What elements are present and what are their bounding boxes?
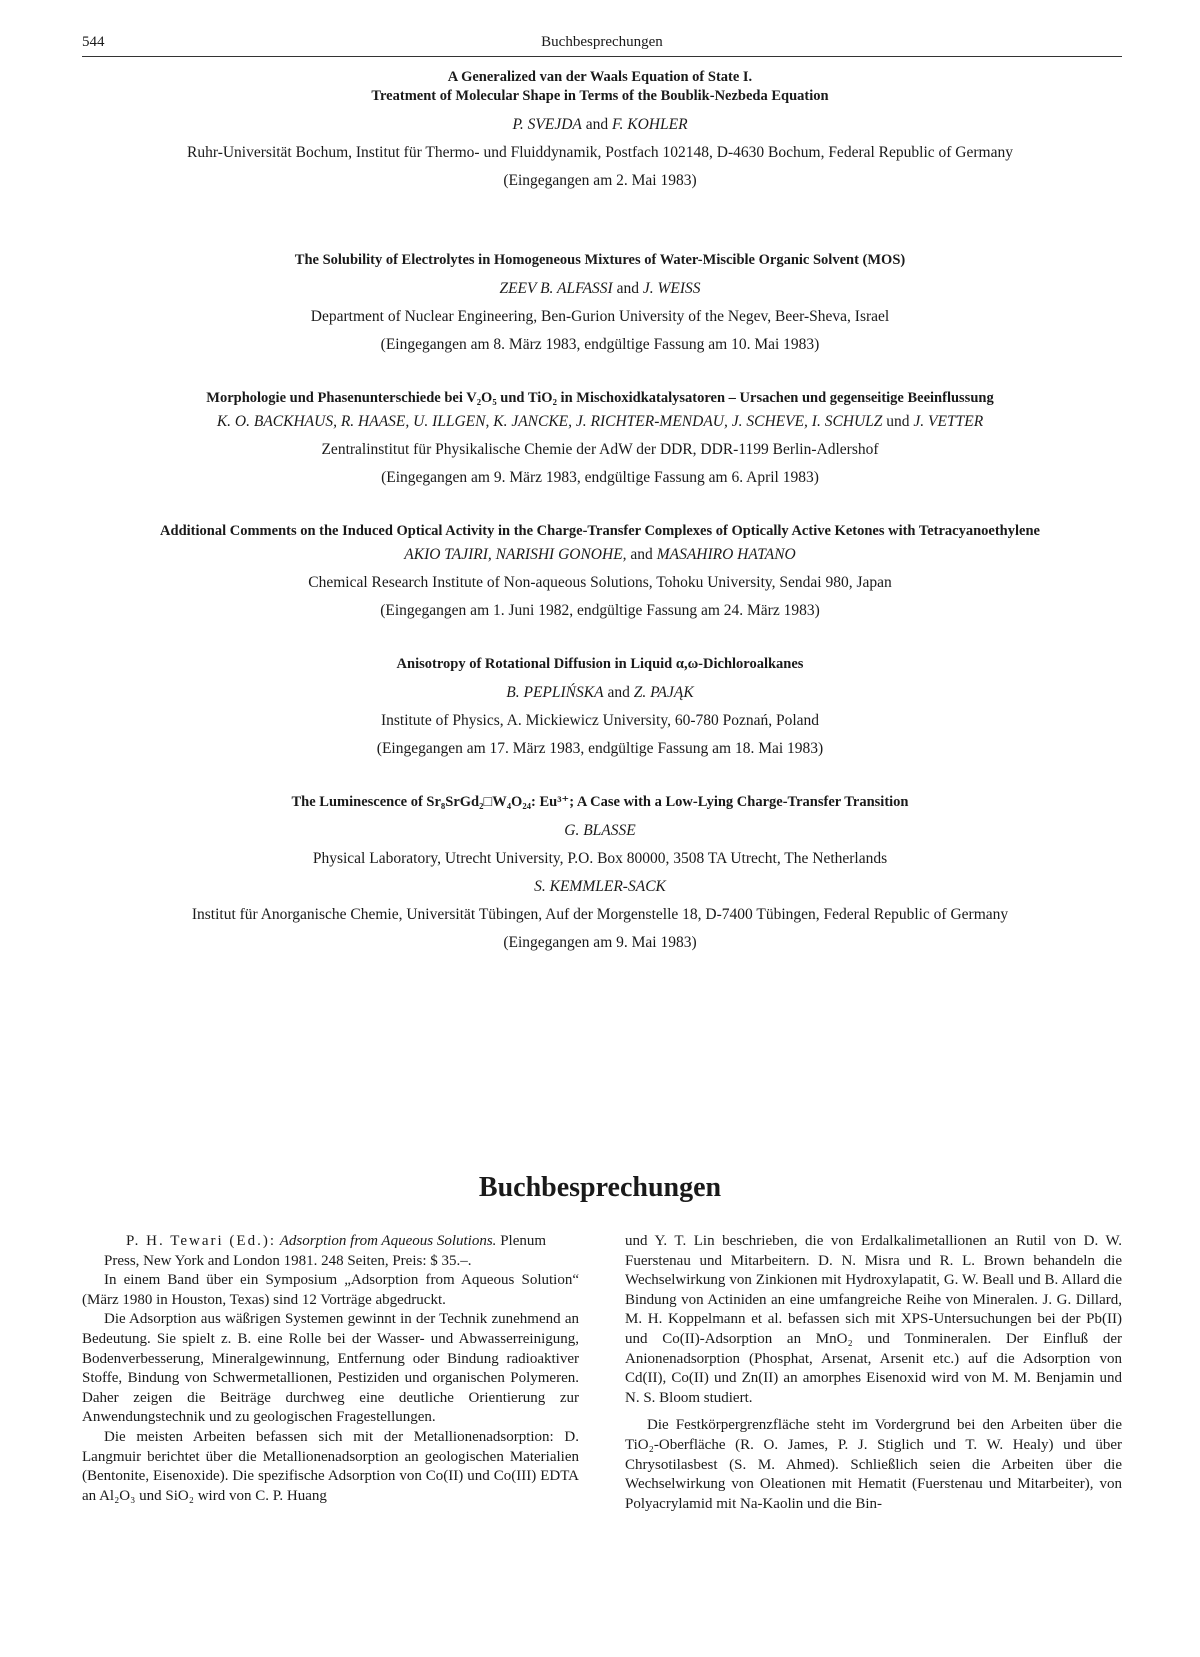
- paper-title: A Generalized van der Waals Equation of State I. Treatment of Molecular Shape in Terms of the Boublik-Nezbeda Equation: [371, 69, 829, 104]
- paper-received-date: (Eingegangen am 8. März 1983, endgültige Fassung am 10. Mai 1983): [380, 336, 820, 353]
- review-editor: P. H. Tewari (Ed.):: [126, 1233, 276, 1249]
- author-names: MASAHIRO HATANO: [656, 546, 796, 563]
- paper-affiliation: Physical Laboratory, Utrecht University, P.O. Box 80000, 3508 TA Utrecht, The Netherlands: [312, 850, 888, 867]
- paper-received-date: (Eingegangen am 9. Mai 1983): [503, 934, 697, 951]
- author-names: J. WEISS: [642, 280, 701, 297]
- review-paragraph: Die Adsorption aus wäßrigen Systemen gewinnt in der Technik zunehmend an Bedeutung. Sie spielt z. B. eine Rolle bei der Wasser- und Abwasserreinigung, Bodenverbesserung, Mineralgewinnung, Entfernung oder Bindung radioaktiver Stoffe, Bindung von Schwermetallionen, Pestiziden und organischen Polymeren. Daher zeigen die Beiträge durchweg eine deutliche Orientierung zur Anwendungstechnik und zu geologischen Fragestellungen.: [82, 1311, 579, 1426]
- page-number: 544: [82, 34, 105, 50]
- paper-affiliation: Ruhr-Universität Bochum, Institut für Thermo- und Fluiddynamik, Postfach 102148, D-4630 Bochum, Federal Republic of Germany: [187, 144, 1013, 161]
- paper-affiliation: Institute of Physics, A. Mickiewicz University, 60-780 Poznań, Poland: [380, 712, 820, 729]
- author-names: K. O. BACKHAUS, R. HAASE, U. ILLGEN, K. JANCKE, J. RICHTER-MENDAU, J. SCHEVE, I. SCHULZ: [216, 413, 883, 430]
- paper-authors: [60, 111, 1140, 139]
- paper-received-date: (Eingegangen am 2. Mai 1983): [503, 172, 697, 189]
- author-names: G. BLASSE: [564, 822, 636, 839]
- review-paragraph: und Y. T. Lin beschrieben, die von Erdalkalimetallionen an Rutil von D. W. Fuerstenau und Mitarbeitern. D. N. Misra und R. L. Brown behandeln die Wechselwirkung von Zinkionen mit Hydroxylapatit, G. W. Beall und B. Allard die Bindung von Actiniden an eine umfangreiche Reihe von Mineralen. J. G. Dillard, M. H. Koppelmann et al. befassen sich mit XPS-Untersuchungen bei der Pb(II) und Co(II)-Adsorption an MnO₂ und Tonmineralen. Der Einfluß der Anionenadsorption (Phosphat, Arsenat, Arsenit etc.) auf die Adsorption von Cd(II), Co(II) und Zn(II) an amorphes Eisenoxid wird von M. M. Benjamin und N. S. Bloom studiert.: [625, 1233, 1122, 1406]
- author-connector: and: [616, 280, 639, 297]
- author-names: P. SVEJDA: [512, 116, 582, 133]
- paper-affiliation: Department of Nuclear Engineering, Ben-Gurion University of the Negev, Beer-Sheva, Israel: [310, 308, 890, 325]
- author-connector: and: [607, 684, 630, 701]
- author-names: J. VETTER: [913, 413, 984, 430]
- paper-title: Morphologie und Phasenunterschiede bei V₂O₅ und TiO₂ in Mischoxidkatalysatoren – Ursachen und gegenseitige Beeinflussung: [206, 390, 994, 406]
- paper-received-date: (Eingegangen am 17. März 1983, endgültige Fassung am 18. Mai 1983): [376, 740, 824, 757]
- received-papers-list: [60, 68, 1140, 991]
- author-connector: and: [585, 116, 609, 133]
- review-publisher: Plenum Press, New York and London 1981. 248 Seiten, Preis: $ 35.–.: [104, 1233, 547, 1269]
- author-names: B. PEPLIŃSKA: [506, 684, 604, 701]
- author-names: Z. PAJĄK: [633, 684, 694, 701]
- page-header: [82, 32, 1122, 57]
- paper-title: Additional Comments on the Induced Optical Activity in the Charge-Transfer Complexes of Optically Active Ketones with Tetracyanoethylene: [160, 523, 1040, 539]
- paper-affiliation-second: Institut für Anorganische Chemie, Universität Tübingen, Auf der Morgenstelle 18, D-7400 Tübingen, Federal Republic of Germany: [191, 906, 1009, 923]
- running-title: Buchbesprechungen: [541, 34, 663, 50]
- paper-title: The Luminescence of Sr₈SrGd₂□W₄O₂₄: Eu³⁺; A Case with a Low-Lying Charge-Transfer Transition: [291, 794, 909, 810]
- author-connector: and: [630, 546, 653, 563]
- paper-entry: [60, 522, 1140, 625]
- paper-received-date: (Eingegangen am 9. März 1983, endgültige Fassung am 6. April 1983): [381, 469, 819, 486]
- review-column-right: [625, 1232, 1122, 1514]
- section-heading: Buchbesprechungen: [478, 1172, 722, 1203]
- paper-title: The Solubility of Electrolytes in Homogeneous Mixtures of Water-Miscible Organic Solvent (MOS): [294, 252, 906, 268]
- paper-authors: [60, 275, 1140, 303]
- author-names: AKIO TAJIRI, NARISHI GONOHE,: [404, 546, 627, 563]
- paper-entry: [60, 655, 1140, 763]
- paper-received-date: (Eingegangen am 1. Juni 1982, endgültige Fassung am 24. März 1983): [380, 602, 820, 619]
- paper-authors: [60, 817, 1140, 845]
- paper-entry: [60, 251, 1140, 359]
- paper-authors-second: [60, 873, 1140, 901]
- paper-affiliation: Chemical Research Institute of Non-aqueous Solutions, Tohoku University, Sendai 980, Japan: [308, 574, 892, 591]
- paper-authors: [60, 408, 1140, 436]
- paper-entry: [60, 793, 1140, 957]
- paper-authors: [60, 679, 1140, 707]
- review-paragraph: Die meisten Arbeiten befassen sich mit der Metallionenadsorption: D. Langmuir berichtet über die Metallionenadsorption an geologischen Materialien (Bentonite, Eisenoxide). Die spezifische Adsorption von Co(II) und Co(III) EDTA an Al₂O₃ und SiO₂ wird von C. P. Huang: [82, 1428, 579, 1504]
- paper-affiliation: Zentralinstitut für Physikalische Chemie der AdW der DDR, DDR-1199 Berlin-Adlershof: [321, 441, 879, 458]
- paper-title: Anisotropy of Rotational Diffusion in Liquid α,ω-Dichloroalkanes: [396, 656, 804, 672]
- author-connector: und: [886, 413, 910, 430]
- paper-authors: [60, 541, 1140, 569]
- review-book-title: Adsorption from Aqueous Solutions.: [279, 1233, 497, 1249]
- review-paragraph: In einem Band über ein Symposium „Adsorption from Aqueous Solution“ (März 1980 in Houston, Texas) sind 12 Vorträge abgedruckt.: [82, 1272, 579, 1308]
- review-column-left: [82, 1232, 579, 1506]
- author-names: S. KEMMLER-SACK: [534, 878, 666, 895]
- review-paragraph: Die Festkörpergrenzfläche steht im Vordergrund bei den Arbeiten über die TiO₂-Oberfläche (R. O. James, P. J. Stiglich und T. W. Healy) und über Chrysotilasbest (S. M. Ahmed). Schließlich seien die Arbeiten über die Wechselwirkung von Oleationen mit Hematit (Fuerstenau und Mitarbeiter), von Polyacrylamid mit Na-Kaolin und die Bin-: [625, 1417, 1122, 1512]
- paper-entry: [60, 68, 1140, 195]
- author-names: F. KOHLER: [612, 116, 688, 133]
- review-citation: [82, 1232, 579, 1271]
- paper-entry: [60, 389, 1140, 492]
- author-names: ZEEV B. ALFASSI: [499, 280, 613, 297]
